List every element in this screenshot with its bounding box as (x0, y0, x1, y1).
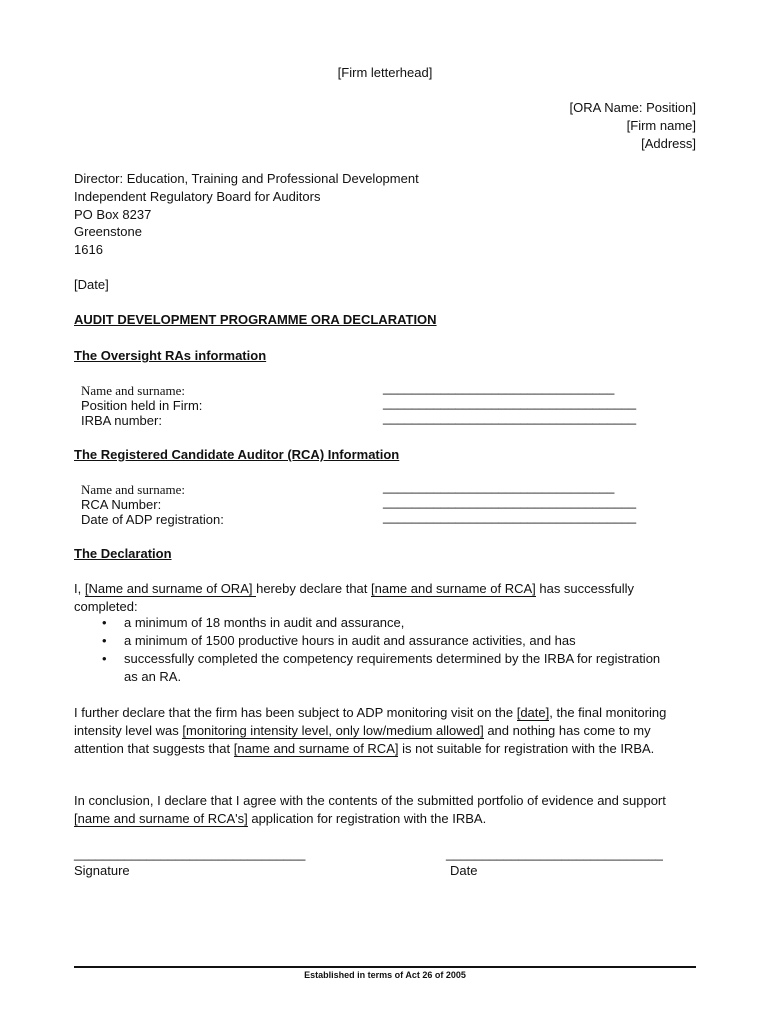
document-title: AUDIT DEVELOPMENT PROGRAMME ORA DECLARATION (74, 312, 437, 327)
recipient-line-4: Greenstone (74, 224, 142, 239)
list-item: • a minimum of 18 months in audit and assurance, (74, 614, 674, 632)
monitoring-level-placeholder: [monitoring intensity level, only low/medium allowed] (182, 723, 484, 738)
declaration-paragraph-3 (74, 792, 698, 828)
oversight-name-line: ________________________________ (383, 380, 615, 395)
declaration-p3-text-a: In conclusion, I declare that I agree with the contents of the submitted portfolio of evidence and support (74, 793, 666, 808)
date-line: ______________________________ (446, 846, 663, 861)
recipient-line-5: 1616 (74, 242, 103, 257)
declaration-paragraph-1 (74, 580, 698, 616)
list-item: • a minimum of 1500 productive hours in audit and assurance activities, and has (74, 632, 674, 650)
rca-number-line: ___________________________________ (383, 494, 637, 509)
declaration-p2-text-b: , the final monitoring intensity level was (74, 705, 667, 738)
date-label: Date (450, 863, 478, 878)
requirements-list (74, 614, 674, 686)
declaration-p1-text-a: I, (74, 581, 85, 596)
recipient-line-2: Independent Regulatory Board for Auditors (74, 189, 321, 204)
signature-line: ________________________________ (74, 846, 306, 861)
rca-name-possessive-placeholder: [name and surname of RCA's] (74, 811, 248, 826)
rca-adp-date-line: ___________________________________ (383, 509, 637, 524)
footer-divider (74, 966, 696, 968)
declaration-p2-text-a: I further declare that the firm has been subject to ADP monitoring visit on the (74, 705, 517, 720)
sender-address: [Address] (641, 136, 696, 151)
oversight-irba-line: ___________________________________ (383, 410, 637, 425)
declaration-p2-text-c: and nothing has come to my attention that suggests that (74, 723, 651, 756)
date-placeholder: [Date] (74, 277, 109, 292)
sender-firm-name: [Firm name] (626, 118, 696, 133)
oversight-position-label: Position held in Firm: (81, 398, 203, 413)
rca-name-placeholder: [name and surname of RCA] (371, 581, 536, 596)
recipient-line-1: Director: Education, Training and Professional Development (74, 171, 419, 186)
sender-ora-name-position: [ORA Name: Position] (569, 100, 696, 115)
footer-text: Established in terms of Act 26 of 2005 (304, 970, 466, 980)
rca-name-placeholder: [name and surname of RCA] (233, 741, 399, 756)
oversight-heading: The Oversight RAs information (74, 348, 267, 363)
recipient-line-3: PO Box 8237 (74, 207, 152, 222)
declaration-p1-text-c: has successfully completed: (74, 581, 635, 614)
oversight-name-label: Name and surname: (81, 383, 185, 398)
rca-number-label: RCA Number: (81, 497, 162, 512)
rca-name-label: Name and surname: (81, 482, 185, 497)
rca-name-line: ________________________________ (383, 479, 615, 494)
ora-name-placeholder: [Name and surname of ORA] (84, 581, 257, 596)
oversight-position-line: ___________________________________ (383, 395, 637, 410)
declaration-heading: The Declaration (74, 546, 172, 561)
oversight-irba-label: IRBA number: (81, 413, 162, 428)
declaration-paragraph-2 (74, 704, 698, 758)
firm-letterhead: [Firm letterhead] (337, 65, 433, 80)
rca-adp-date-label: Date of ADP registration: (81, 512, 224, 527)
signature-label: Signature (74, 863, 130, 878)
list-item: • successfully completed the competency requirements determined by the IRBA for registration as an RA. (74, 650, 674, 686)
declaration-p2-text-d: is not suitable for registration with the IRBA. (398, 741, 655, 756)
declaration-p3-text-b: application for registration with the IRBA. (247, 811, 487, 826)
rca-heading: The Registered Candidate Auditor (RCA) Information (74, 447, 400, 462)
monitoring-date-placeholder: [date] (516, 705, 550, 720)
declaration-p1-text-b: hereby declare that (256, 581, 371, 596)
